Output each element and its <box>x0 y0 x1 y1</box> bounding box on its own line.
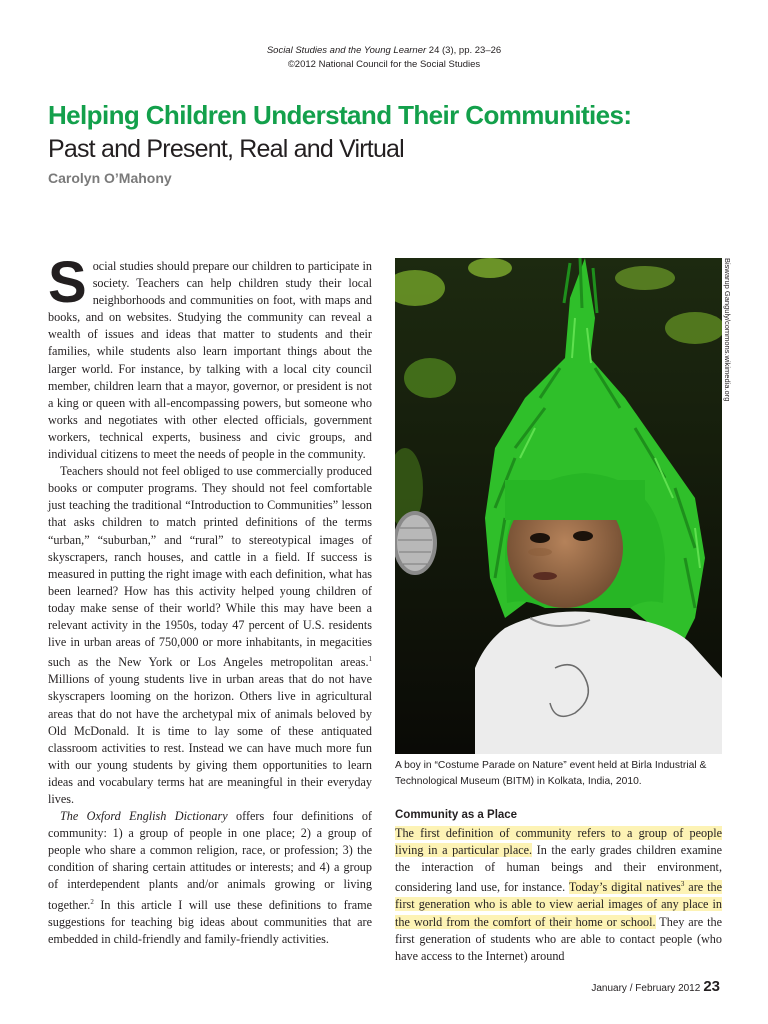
copyright-line: ©2012 National Council for the Social Studies <box>287 59 481 70</box>
author-name: Carolyn O’Mahony <box>48 170 172 186</box>
paragraph-text-1: In the early grades children examine the interaction of human beings and their environment, considering land use, for instance. <box>395 843 722 895</box>
costume-photo <box>395 258 722 754</box>
article-subtitle: Past and Present, Real and Virtual <box>48 135 404 163</box>
dictionary-title: The Oxford English Dictionary <box>60 809 228 824</box>
paragraph-teachers-text: Teachers should not feel obliged to use commercially produced books or computer programs. They should not feel comfortable just teaching the traditional “Introduction to Communities” lesson that asks children to match printed definitions of the terms “urban,” “suburban,” and “rural” to stereotypical images of skyscrapers, ranch houses, and cattle in a field. If success is measured in putting the right image with each definition, what has been learned? How has this activity helped young children of today make sense of their world? While this may have been a relevant activity in the 1950s, today 47 percent of U.S. residents live in urban areas of 750,000 or more inhabitants, in megacities such as the New York or Los Angeles metropolitan areas. <box>48 464 372 670</box>
highlight-definition: The first definition of community refers to a group of people living in a particular place. <box>395 826 722 858</box>
highlight-digital-natives-b: are the first generation who is able to view aerial images of any place in the world from the comfort of their home or school. <box>395 880 723 929</box>
paragraph-teachers-rest: Millions of young students live in urban areas that do not have skyscrapers looming on the horizon. Others live in agricultural areas that do not have the archetypal mix of animals beloved by Old McDonald. It is time to lay some of these antiquated classroom activities to rest. Instead we can have much more fun with our young students by giving them opportunities to learn ideas and vocabulary terms hat are meaningful in their everyday lives. <box>48 672 372 806</box>
issue-date: January / February 2012 <box>591 983 701 994</box>
footnote-ref-1: 1 <box>368 655 372 664</box>
page-footer <box>591 978 720 995</box>
footnote-ref-3: 3 <box>680 880 685 889</box>
paragraph-community-place <box>395 825 722 965</box>
section-heading: Community as a Place <box>395 809 518 821</box>
issue-info: 24 (3), pp. 23–26 <box>426 45 502 56</box>
highlight-digital-natives-a: Today’s digital natives <box>568 880 681 895</box>
citation-header <box>0 44 768 72</box>
paragraph-definitions <box>48 808 372 948</box>
footnote-ref-2: 2 <box>90 897 94 906</box>
left-column <box>48 250 372 948</box>
article-title: Helping Children Understand Their Communities: <box>48 100 632 130</box>
paragraph-definitions-text: offers four definitions of community: 1) a group of people in one place; 2) a group of people who share a common religion, race, or profession; 3) the condition of sharing certain attitudes or interests; and 4) a group of interdependent plants and/or animals growing or living together. <box>48 809 372 912</box>
photo-caption: A boy in “Costume Parade on Nature” event held at Birla Industrial & Technological Museum (BITM) in Kolkata, India, 2010. <box>395 760 707 787</box>
boy-costume-illustration <box>395 258 722 754</box>
paragraph-text-2: They are the first generation of students who are able to contact people (who have access to the Internet) around <box>395 914 722 963</box>
drop-cap: S <box>48 250 87 315</box>
paragraph-definitions-rest: In this article I will use these definitions to frame suggestions for teaching big ideas about communities that are embedded in child-friendly and family-friendly activities. <box>48 897 372 946</box>
right-column <box>395 825 722 965</box>
paragraph-intro-text: ocial studies should prepare our children to participate in society. Teachers can help children study their local neighborhoods and communities on foot, with maps and books, and on websites. Studying the community can reveal a wealth of issues and ideas that matter to students and their families, while students also learn important things about the larger world. For instance, by talking with a local city council member, children learn that a mayor, governor, or president is not a king or queen with all-encompassing powers, but someone who works and negotiates with other elected officials, government workers, technical experts, business and civic groups, and individual citizens to meet the needs of people in the community. <box>48 259 372 462</box>
paragraph-intro <box>48 250 372 463</box>
photo-credit-text: Biswarup Ganguly/commons.wikimedia.org <box>723 258 732 402</box>
page-number: 23 <box>703 978 720 995</box>
paragraph-teachers <box>48 463 372 808</box>
photo-credit <box>722 258 734 428</box>
journal-name: Social Studies and the Young Learner <box>266 45 427 56</box>
